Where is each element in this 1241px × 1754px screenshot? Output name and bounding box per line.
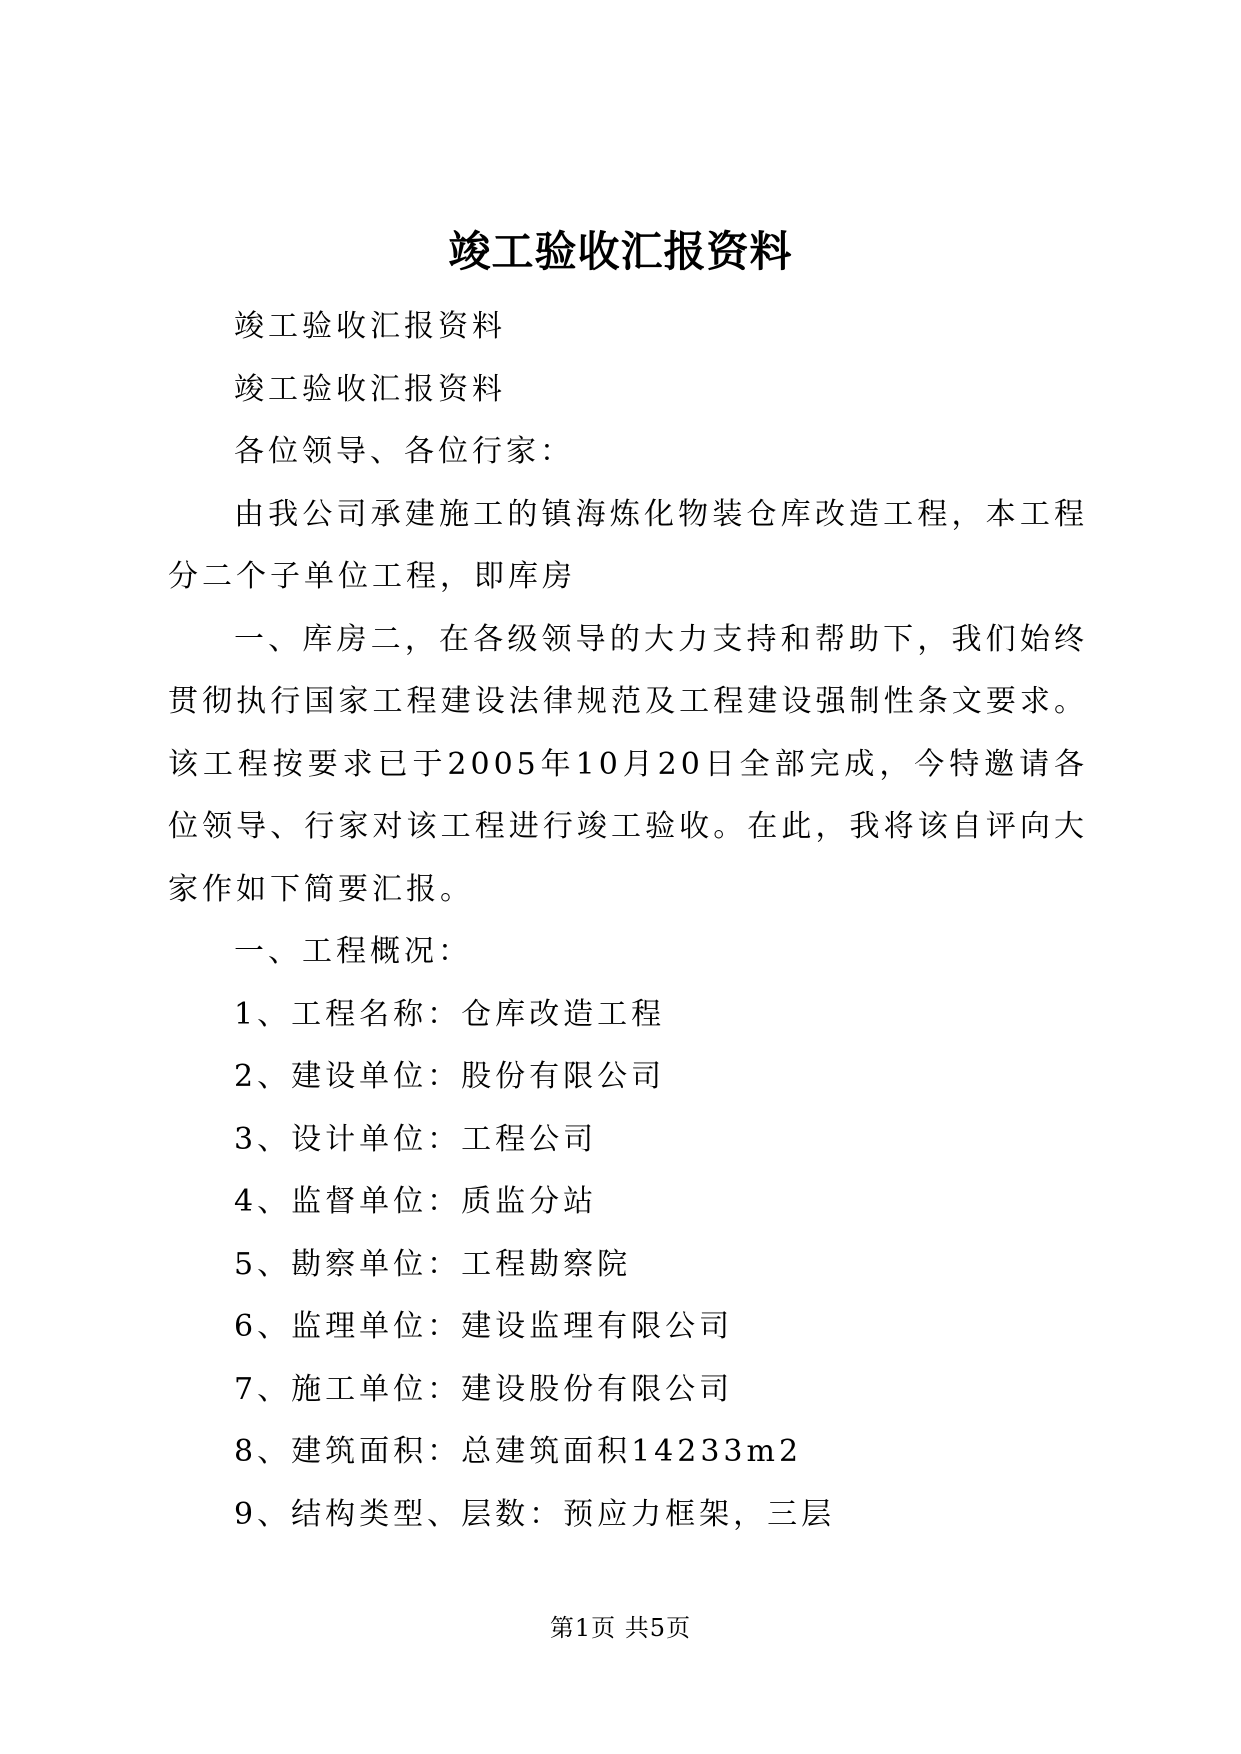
page-number-footer: 第1页 共5页 [549,1614,692,1642]
list-item-structure-type: 9、结构类型、层数：预应力框架，三层 [234,1496,836,1532]
section-heading-overview: 一、工程概况： [234,934,472,969]
list-item-owner: 2、建设单位：股份有限公司 [234,1059,666,1094]
paragraph-intro: 由我公司承建施工的镇海炼化物装仓库改造工程，本工程分二个子单位工程，即库房 [168,496,1088,594]
list-item-project-name: 1、工程名称：仓库改造工程 [234,996,666,1032]
list-item-contractor: 7、施工单位：建设股份有限公司 [234,1371,734,1407]
list-item-floor-area: 8、建筑面积：总建筑面积14233m2 [234,1434,803,1469]
paragraph-salutation: 各位领导、各位行家： [234,434,574,469]
paragraph-summary: 一、库房二，在各级领导的大力支持和帮助下，我们始终贯彻执行国家工程建设法律规范及工程建设强制性条文要求。该工程按要求已于2005年10月20日全部完成，今特邀请各位领导、行家对该工程进行竣工验收。在此，我将该自评向大家作如下简要汇报。 [168,621,1088,907]
document-body [168,296,1088,1546]
paragraph-heading-repeat-1: 竣工验收汇报资料 [234,309,506,344]
list-item-supervision: 4、监督单位：质监分站 [234,1184,598,1219]
list-item-supervisor: 6、监理单位：建设监理有限公司 [234,1309,734,1344]
list-item-survey: 5、勘察单位：工程勘察院 [234,1246,632,1282]
document-title: 竣工验收汇报资料 [448,227,793,276]
paragraph-heading-repeat-2: 竣工验收汇报资料 [234,371,506,407]
list-item-designer: 3、设计单位：工程公司 [234,1121,598,1157]
